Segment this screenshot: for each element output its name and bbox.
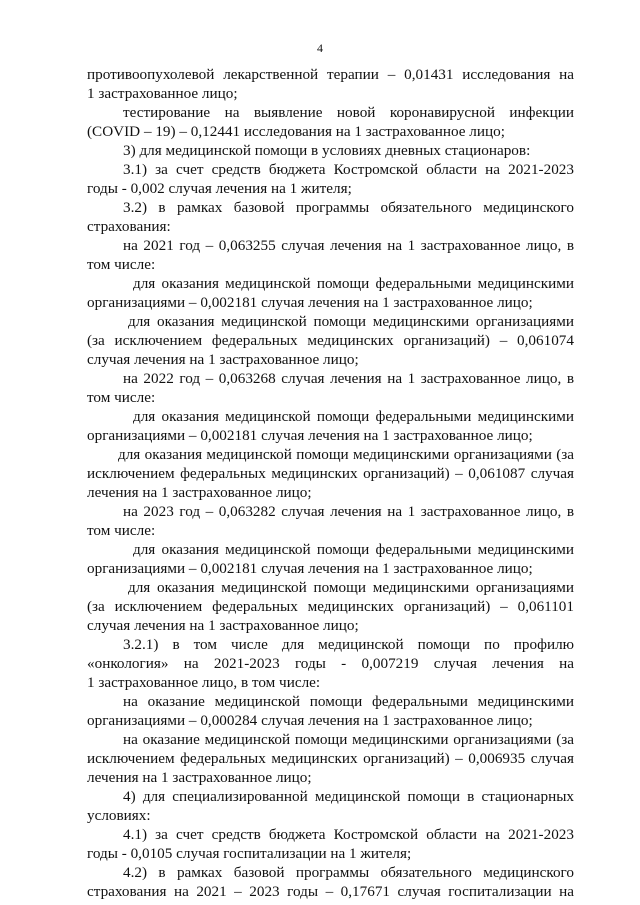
text-line: на 2021 год – 0,063255 случая лечения на 1 застрахованное лицо, в (123, 237, 574, 254)
text-line: для оказания медицинской помощи медицинскими организациями (128, 313, 574, 330)
text-line: 1 застрахованное лицо, в том числе: (87, 674, 321, 691)
text-line: (за исключением федеральных медицинских организаций) – 0,061101 (87, 598, 574, 615)
text-line: тестирование на выявление новой коронавирусной инфекции (123, 104, 574, 121)
text-line: годы - 0,002 случая лечения на 1 жителя; (87, 180, 352, 197)
text-line: для оказания медицинской помощи федеральными медицинскими (133, 541, 574, 558)
text-line: том числе: (87, 522, 156, 539)
text-line: случая лечения на 1 застрахованное лицо; (87, 351, 359, 368)
page-number: 4 (317, 41, 323, 55)
text-line: 4.1) за счет средств бюджета Костромской области на 2021-2023 (123, 826, 574, 843)
text-line: 3.2) в рамках базовой программы обязательного медицинского (123, 199, 574, 216)
text-line: страхования на 2021 – 2023 годы – 0,17671 случая госпитализации на (87, 883, 574, 900)
text-line: том числе: (87, 389, 156, 406)
text-line: организациями – 0,002181 случая лечения на 1 застрахованное лицо; (87, 560, 533, 577)
text-line: на оказание медицинской помощи федеральными медицинскими (123, 693, 574, 710)
text-line: 4.2) в рамках базовой программы обязательного медицинского (123, 864, 574, 881)
text-line: «онкология» на 2021-2023 годы - 0,007219 случая лечения на (87, 655, 574, 672)
text-line: 3.2.1) в том числе для медицинской помощи по профилю (123, 636, 574, 653)
text-line: для оказания медицинской помощи федеральными медицинскими (133, 275, 574, 292)
text-line: условиях: (87, 807, 151, 824)
text-line: для оказания медицинской помощи медицинскими организациями (128, 579, 574, 596)
text-line: том числе: (87, 256, 156, 273)
text-line: организациями – 0,000284 случая лечения на 1 застрахованное лицо; (87, 712, 533, 729)
text-line: случая лечения на 1 застрахованное лицо; (87, 617, 359, 634)
text-line: исключением федеральных медицинских организаций) – 0,061087 случая (87, 465, 574, 482)
text-line: исключением федеральных медицинских организаций) – 0,006935 случая (87, 750, 574, 767)
text-line: 4) для специализированной медицинской помощи в стационарных (123, 788, 574, 805)
text-line: 3) для медицинской помощи в условиях дневных стационаров: (123, 142, 531, 159)
text-line: на 2022 год – 0,063268 случая лечения на 1 застрахованное лицо, в (123, 370, 574, 387)
text-line: противоопухолевой лекарственной терапии – 0,01431 исследования на (87, 66, 574, 83)
text-line: лечения на 1 застрахованное лицо; (87, 484, 312, 501)
text-line: организациями – 0,002181 случая лечения на 1 застрахованное лицо; (87, 427, 533, 444)
text-line: годы - 0,0105 случая госпитализации на 1 жителя; (87, 845, 412, 862)
text-line: для оказания медицинской помощи федеральными медицинскими (133, 408, 574, 425)
text-line: страхования: (87, 218, 171, 235)
text-line: для оказания медицинской помощи медицинскими организациями (за (118, 446, 574, 463)
text-line: (за исключением федеральных медицинских организаций) – 0,061074 (87, 332, 574, 349)
text-line: 1 застрахованное лицо; (87, 85, 238, 102)
text-line: на оказание медицинской помощи медицинскими организациями (за (123, 731, 574, 748)
text-line: на 2023 год – 0,063282 случая лечения на 1 застрахованное лицо, в (123, 503, 574, 520)
text-line: лечения на 1 застрахованное лицо; (87, 769, 312, 786)
text-line: организациями – 0,002181 случая лечения на 1 застрахованное лицо; (87, 294, 533, 311)
text-line: 3.1) за счет средств бюджета Костромской области на 2021-2023 (123, 161, 574, 178)
text-line: (COVID – 19) – 0,12441 исследования на 1 застрахованное лицо; (87, 123, 505, 140)
